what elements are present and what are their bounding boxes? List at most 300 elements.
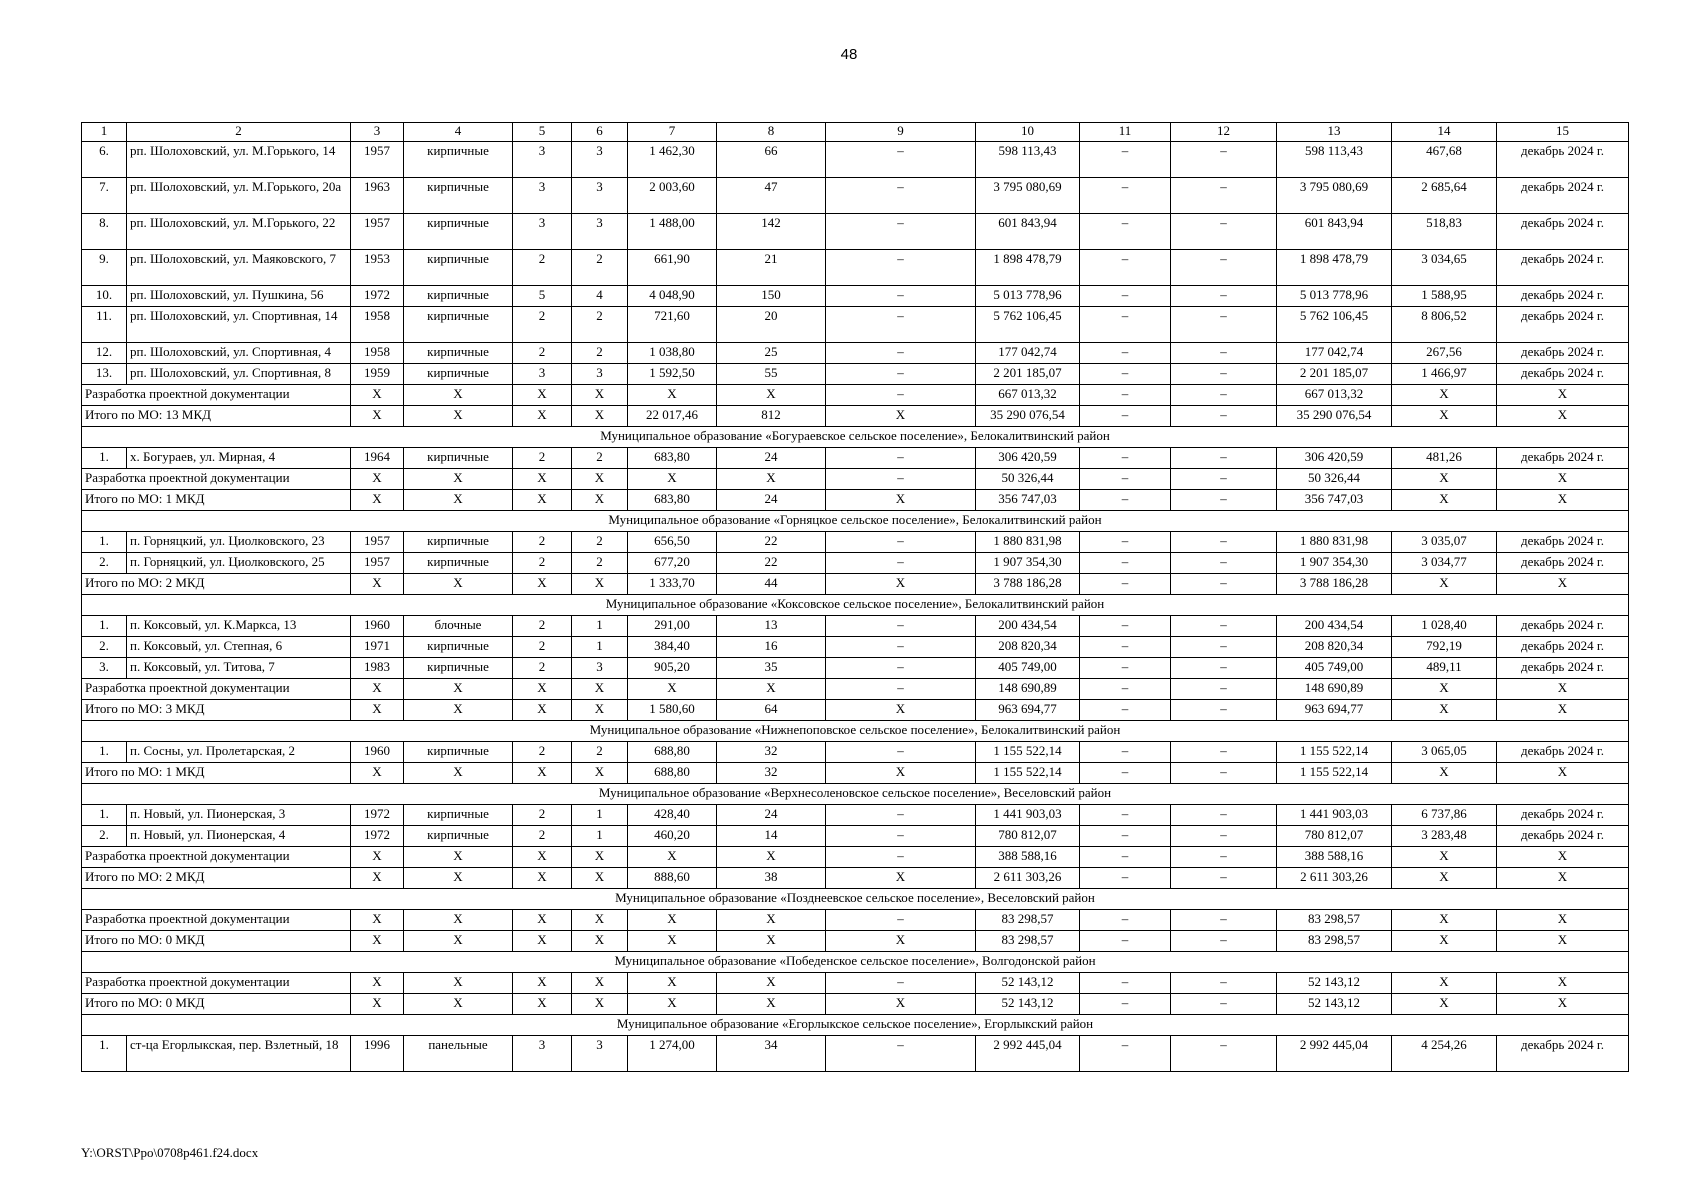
table-cell: 428,40 — [628, 805, 717, 826]
table-cell: 22 — [717, 532, 826, 553]
summary-cell: X — [717, 910, 826, 931]
summary-cell: 683,80 — [628, 490, 717, 511]
summary-cell: X — [628, 847, 717, 868]
table-cell: 5 013 778,96 — [976, 286, 1080, 307]
summary-cell: – — [1080, 679, 1171, 700]
table-cell: – — [1171, 637, 1277, 658]
summary-cell: – — [1080, 847, 1171, 868]
table-cell: кирпичные — [404, 307, 513, 343]
table-cell: 16 — [717, 637, 826, 658]
table-cell: – — [1171, 826, 1277, 847]
column-header: 12 — [1171, 123, 1277, 142]
table-cell: 34 — [717, 1036, 826, 1072]
section-header-row — [82, 952, 1629, 973]
table-cell: кирпичные — [404, 742, 513, 763]
summary-cell: – — [1080, 994, 1171, 1015]
section-header-row — [82, 721, 1629, 742]
summary-row — [82, 847, 1629, 868]
summary-cell: 44 — [717, 574, 826, 595]
table-cell: 3 — [513, 364, 572, 385]
table-cell: – — [826, 637, 976, 658]
table-cell: 405 749,00 — [1277, 658, 1392, 679]
summary-cell: 2 611 303,26 — [976, 868, 1080, 889]
table-cell: 2 — [572, 250, 628, 286]
table-cell: – — [826, 805, 976, 826]
summary-cell: – — [1171, 847, 1277, 868]
table-cell: 5 762 106,45 — [1277, 307, 1392, 343]
summary-cell: 356 747,03 — [1277, 490, 1392, 511]
summary-cell: – — [1171, 700, 1277, 721]
table-cell: кирпичные — [404, 142, 513, 178]
table-cell: – — [826, 553, 976, 574]
table-cell: 1983 — [351, 658, 404, 679]
table-row — [82, 658, 1629, 679]
table-row — [82, 637, 1629, 658]
summary-cell: X — [1392, 385, 1497, 406]
table-cell: 1953 — [351, 250, 404, 286]
table-cell: кирпичные — [404, 637, 513, 658]
section-header-row — [82, 511, 1629, 532]
summary-label: Итого по МО: 13 МКД — [82, 406, 351, 427]
table-cell: 3 034,65 — [1392, 250, 1497, 286]
table-cell: 13 — [717, 616, 826, 637]
section-header-row — [82, 427, 1629, 448]
summary-cell: – — [1171, 973, 1277, 994]
summary-cell: 52 143,12 — [1277, 973, 1392, 994]
table-cell: декабрь 2024 г. — [1497, 658, 1629, 679]
summary-cell: X — [572, 574, 628, 595]
summary-cell: X — [404, 973, 513, 994]
summary-cell: X — [572, 700, 628, 721]
table-cell: – — [1171, 448, 1277, 469]
table-cell: декабрь 2024 г. — [1497, 448, 1629, 469]
summary-cell: X — [351, 385, 404, 406]
table-cell: 1 — [572, 805, 628, 826]
summary-cell: X — [404, 490, 513, 511]
summary-cell: X — [1392, 931, 1497, 952]
table-cell: 2 — [513, 250, 572, 286]
summary-row — [82, 490, 1629, 511]
summary-cell: X — [1392, 994, 1497, 1015]
table-cell: 3 795 080,69 — [976, 178, 1080, 214]
table-cell: 384,40 — [628, 637, 717, 658]
summary-cell: X — [628, 910, 717, 931]
table-cell: 47 — [717, 178, 826, 214]
municipality-section-title: Муниципальное образование «Победенское сельское поселение», Волгодонской район — [82, 952, 1629, 973]
table-cell: – — [1080, 250, 1171, 286]
table-cell: кирпичные — [404, 658, 513, 679]
table-cell: 8 806,52 — [1392, 307, 1497, 343]
summary-cell: 50 326,44 — [976, 469, 1080, 490]
table-cell: декабрь 2024 г. — [1497, 1036, 1629, 1072]
table-cell: 55 — [717, 364, 826, 385]
address-cell: рп. Шолоховский, ул. М.Горького, 14 — [127, 142, 351, 178]
table-cell: 2 — [572, 448, 628, 469]
summary-cell: X — [404, 994, 513, 1015]
table-cell: – — [1080, 742, 1171, 763]
section-header-row — [82, 1015, 1629, 1036]
table-cell: 24 — [717, 805, 826, 826]
summary-cell: X — [1497, 385, 1629, 406]
table-cell: 1958 — [351, 343, 404, 364]
table-cell: – — [1080, 637, 1171, 658]
table-cell: – — [826, 286, 976, 307]
summary-cell: 667 013,32 — [976, 385, 1080, 406]
summary-label: Разработка проектной документации — [82, 679, 351, 700]
summary-label: Итого по МО: 1 МКД — [82, 490, 351, 511]
table-cell: – — [1080, 364, 1171, 385]
table-cell: 2 003,60 — [628, 178, 717, 214]
column-header: 1 — [82, 123, 127, 142]
summary-label: Итого по МО: 2 МКД — [82, 868, 351, 889]
summary-cell: 50 326,44 — [1277, 469, 1392, 490]
municipality-section-title: Муниципальное образование «Позднеевское сельское поселение», Веселовский район — [82, 889, 1629, 910]
summary-cell: X — [1392, 469, 1497, 490]
summary-cell: – — [826, 910, 976, 931]
table-row — [82, 142, 1629, 178]
summary-cell: X — [351, 700, 404, 721]
summary-cell: X — [351, 574, 404, 595]
table-cell: кирпичные — [404, 553, 513, 574]
table-cell: 177 042,74 — [976, 343, 1080, 364]
summary-cell: X — [513, 385, 572, 406]
row-number-cell: 8. — [82, 214, 127, 250]
summary-cell: – — [1080, 490, 1171, 511]
summary-cell: – — [1171, 679, 1277, 700]
column-header: 11 — [1080, 123, 1171, 142]
summary-cell: – — [1171, 490, 1277, 511]
summary-row — [82, 994, 1629, 1015]
address-cell: рп. Шолоховский, ул. Пушкина, 56 — [127, 286, 351, 307]
table-cell: 1 274,00 — [628, 1036, 717, 1072]
table-cell: – — [826, 1036, 976, 1072]
municipality-section-title: Муниципальное образование «Горняцкое сельское поселение», Белокалитвинский район — [82, 511, 1629, 532]
table-cell: декабрь 2024 г. — [1497, 742, 1629, 763]
summary-row — [82, 469, 1629, 490]
table-cell: кирпичные — [404, 214, 513, 250]
address-cell: х. Богураев, ул. Мирная, 4 — [127, 448, 351, 469]
table-cell: 1 — [572, 637, 628, 658]
table-cell: 3 034,77 — [1392, 553, 1497, 574]
table-cell: 1 880 831,98 — [976, 532, 1080, 553]
table-row — [82, 805, 1629, 826]
table-cell: 598 113,43 — [1277, 142, 1392, 178]
table-cell: кирпичные — [404, 805, 513, 826]
summary-row — [82, 574, 1629, 595]
table-cell: 3 — [572, 364, 628, 385]
table-row — [82, 214, 1629, 250]
table-cell: 1 880 831,98 — [1277, 532, 1392, 553]
address-cell: п. Сосны, ул. Пролетарская, 2 — [127, 742, 351, 763]
table-cell: 4 048,90 — [628, 286, 717, 307]
table-cell: 1957 — [351, 553, 404, 574]
table-cell: 291,00 — [628, 616, 717, 637]
summary-cell: – — [826, 679, 976, 700]
table-row — [82, 532, 1629, 553]
table-cell: 2 201 185,07 — [1277, 364, 1392, 385]
summary-cell: X — [404, 406, 513, 427]
table-cell: 1 038,80 — [628, 343, 717, 364]
table-cell: 1 488,00 — [628, 214, 717, 250]
table-cell: – — [1080, 286, 1171, 307]
summary-cell: – — [1080, 574, 1171, 595]
table-cell: 2 — [513, 553, 572, 574]
table-cell: 2 — [513, 742, 572, 763]
summary-cell: 83 298,57 — [976, 931, 1080, 952]
table-cell: 3 035,07 — [1392, 532, 1497, 553]
summary-row — [82, 700, 1629, 721]
table-cell: 3 — [572, 178, 628, 214]
table-cell: – — [1080, 214, 1171, 250]
table-cell: декабрь 2024 г. — [1497, 250, 1629, 286]
summary-cell: X — [1497, 847, 1629, 868]
table-cell: 1959 — [351, 364, 404, 385]
table-cell: декабрь 2024 г. — [1497, 286, 1629, 307]
summary-cell: 64 — [717, 700, 826, 721]
row-number-cell: 1. — [82, 805, 127, 826]
program-table — [81, 122, 1629, 1072]
summary-cell: – — [1080, 763, 1171, 784]
row-number-cell: 1. — [82, 532, 127, 553]
summary-cell: X — [628, 973, 717, 994]
summary-cell: X — [1497, 406, 1629, 427]
summary-cell: X — [404, 931, 513, 952]
summary-cell: – — [1171, 385, 1277, 406]
table-cell: 2 992 445,04 — [1277, 1036, 1392, 1072]
summary-cell: – — [1171, 994, 1277, 1015]
table-cell: декабрь 2024 г. — [1497, 364, 1629, 385]
summary-cell: X — [717, 679, 826, 700]
address-cell: рп. Шолоховский, ул. Спортивная, 14 — [127, 307, 351, 343]
table-cell: 25 — [717, 343, 826, 364]
table-cell: 21 — [717, 250, 826, 286]
summary-cell: – — [1080, 469, 1171, 490]
table-cell: 2 — [513, 307, 572, 343]
summary-row — [82, 763, 1629, 784]
table-cell: 306 420,59 — [1277, 448, 1392, 469]
table-cell: – — [1171, 214, 1277, 250]
table-cell: 2 — [572, 532, 628, 553]
table-cell: декабрь 2024 г. — [1497, 616, 1629, 637]
table-cell: – — [1171, 805, 1277, 826]
summary-cell: X — [404, 574, 513, 595]
table-cell: 2 — [513, 826, 572, 847]
summary-cell: X — [572, 994, 628, 1015]
column-header: 7 — [628, 123, 717, 142]
summary-cell: X — [1497, 490, 1629, 511]
table-cell: 1 588,95 — [1392, 286, 1497, 307]
table-cell: декабрь 2024 г. — [1497, 214, 1629, 250]
summary-cell: X — [513, 700, 572, 721]
table-row — [82, 1036, 1629, 1072]
table-cell: – — [1171, 532, 1277, 553]
summary-cell: X — [1392, 679, 1497, 700]
table-cell: 3 — [513, 178, 572, 214]
summary-cell: X — [826, 994, 976, 1015]
table-cell: 2 — [572, 307, 628, 343]
table-cell: 24 — [717, 448, 826, 469]
table-cell: – — [826, 448, 976, 469]
summary-label: Итого по МО: 2 МКД — [82, 574, 351, 595]
summary-cell: X — [717, 469, 826, 490]
table-cell: 1 155 522,14 — [1277, 742, 1392, 763]
table-cell: 661,90 — [628, 250, 717, 286]
row-number-cell: 3. — [82, 658, 127, 679]
summary-cell: – — [826, 469, 976, 490]
table-cell: 177 042,74 — [1277, 343, 1392, 364]
municipality-section-title: Муниципальное образование «Верхнесоленовское сельское поселение», Веселовский район — [82, 784, 1629, 805]
table-cell: 656,50 — [628, 532, 717, 553]
table-cell: кирпичные — [404, 826, 513, 847]
table-cell: 3 — [513, 1036, 572, 1072]
summary-row — [82, 868, 1629, 889]
summary-cell: – — [1171, 469, 1277, 490]
table-cell: 150 — [717, 286, 826, 307]
table-cell: 683,80 — [628, 448, 717, 469]
summary-cell: – — [826, 973, 976, 994]
summary-cell: X — [1497, 931, 1629, 952]
summary-cell: 812 — [717, 406, 826, 427]
table-cell: декабрь 2024 г. — [1497, 532, 1629, 553]
column-header: 2 — [127, 123, 351, 142]
column-header: 6 — [572, 123, 628, 142]
summary-cell: X — [1497, 868, 1629, 889]
summary-cell: X — [628, 469, 717, 490]
summary-cell: – — [1171, 931, 1277, 952]
summary-cell: – — [1080, 973, 1171, 994]
table-cell: – — [826, 532, 976, 553]
summary-cell: 52 143,12 — [976, 973, 1080, 994]
row-number-cell: 11. — [82, 307, 127, 343]
summary-cell: 52 143,12 — [1277, 994, 1392, 1015]
summary-label: Разработка проектной документации — [82, 910, 351, 931]
summary-cell: 3 788 186,28 — [976, 574, 1080, 595]
table-cell: 5 762 106,45 — [976, 307, 1080, 343]
summary-cell: X — [513, 490, 572, 511]
table-cell: – — [826, 343, 976, 364]
table-cell: 35 — [717, 658, 826, 679]
address-cell: рп. Шолоховский, ул. М.Горького, 22 — [127, 214, 351, 250]
summary-cell: X — [513, 406, 572, 427]
page-number: 48 — [840, 46, 858, 63]
summary-cell: 388 588,16 — [1277, 847, 1392, 868]
table-cell: декабрь 2024 г. — [1497, 343, 1629, 364]
summary-cell: X — [826, 700, 976, 721]
summary-cell: X — [1497, 469, 1629, 490]
summary-cell: X — [404, 469, 513, 490]
table-cell: – — [826, 178, 976, 214]
column-header: 5 — [513, 123, 572, 142]
table-cell: – — [1171, 742, 1277, 763]
summary-cell: 888,60 — [628, 868, 717, 889]
summary-cell: – — [1080, 406, 1171, 427]
summary-cell: 688,80 — [628, 763, 717, 784]
table-cell: декабрь 2024 г. — [1497, 826, 1629, 847]
table-cell: – — [1080, 343, 1171, 364]
address-cell: п. Горняцкий, ул. Циолковского, 25 — [127, 553, 351, 574]
summary-cell: X — [1392, 847, 1497, 868]
summary-cell: X — [513, 847, 572, 868]
summary-cell: X — [1392, 763, 1497, 784]
table-cell: 3 — [513, 214, 572, 250]
table-cell: 467,68 — [1392, 142, 1497, 178]
address-cell: ст-ца Егорлыкская, пер. Взлетный, 18 — [127, 1036, 351, 1072]
table-cell: 405 749,00 — [976, 658, 1080, 679]
table-cell: 32 — [717, 742, 826, 763]
municipality-section-title: Муниципальное образование «Егорлыкское сельское поселение», Егорлыкский район — [82, 1015, 1629, 1036]
table-cell: 489,11 — [1392, 658, 1497, 679]
table-cell: – — [826, 214, 976, 250]
summary-label: Итого по МО: 1 МКД — [82, 763, 351, 784]
summary-cell: X — [404, 910, 513, 931]
table-cell: – — [1171, 142, 1277, 178]
table-cell: – — [1171, 307, 1277, 343]
address-cell: рп. Шолоховский, ул. М.Горького, 20а — [127, 178, 351, 214]
summary-cell: X — [572, 490, 628, 511]
table-cell: 1 — [572, 616, 628, 637]
summary-cell: 24 — [717, 490, 826, 511]
table-cell: – — [826, 307, 976, 343]
table-cell: 2 — [513, 637, 572, 658]
table-cell: 1 462,30 — [628, 142, 717, 178]
table-cell: – — [826, 616, 976, 637]
table-cell: 1 907 354,30 — [1277, 553, 1392, 574]
table-cell: 1963 — [351, 178, 404, 214]
table-cell: кирпичные — [404, 250, 513, 286]
table-cell: 14 — [717, 826, 826, 847]
table-cell: 601 843,94 — [976, 214, 1080, 250]
table-cell: 518,83 — [1392, 214, 1497, 250]
summary-cell: X — [717, 385, 826, 406]
summary-cell: X — [628, 679, 717, 700]
summary-cell: X — [351, 931, 404, 952]
table-row — [82, 286, 1629, 307]
table-cell: 1 — [572, 826, 628, 847]
summary-cell: X — [1497, 679, 1629, 700]
table-cell: 208 820,34 — [976, 637, 1080, 658]
summary-cell: 38 — [717, 868, 826, 889]
table-cell: 4 254,26 — [1392, 1036, 1497, 1072]
summary-cell: X — [404, 847, 513, 868]
summary-cell: X — [572, 847, 628, 868]
summary-cell: X — [717, 973, 826, 994]
table-cell: – — [1171, 616, 1277, 637]
table-cell: кирпичные — [404, 532, 513, 553]
summary-cell: – — [1171, 763, 1277, 784]
section-header-row — [82, 889, 1629, 910]
table-cell: – — [826, 742, 976, 763]
summary-cell: 1 333,70 — [628, 574, 717, 595]
table-cell: 20 — [717, 307, 826, 343]
summary-cell: X — [826, 931, 976, 952]
summary-label: Разработка проектной документации — [82, 847, 351, 868]
summary-row — [82, 910, 1629, 931]
table-cell: 6 737,86 — [1392, 805, 1497, 826]
table-cell: 1 898 478,79 — [1277, 250, 1392, 286]
summary-cell: 148 690,89 — [976, 679, 1080, 700]
column-header: 8 — [717, 123, 826, 142]
summary-cell: X — [404, 700, 513, 721]
table-cell: 5 — [513, 286, 572, 307]
summary-cell: X — [1392, 973, 1497, 994]
table-cell: 1 028,40 — [1392, 616, 1497, 637]
table-cell: 306 420,59 — [976, 448, 1080, 469]
summary-row — [82, 385, 1629, 406]
summary-cell: X — [404, 679, 513, 700]
table-cell: 2 — [572, 742, 628, 763]
table-cell: – — [1080, 616, 1171, 637]
summary-row — [82, 931, 1629, 952]
